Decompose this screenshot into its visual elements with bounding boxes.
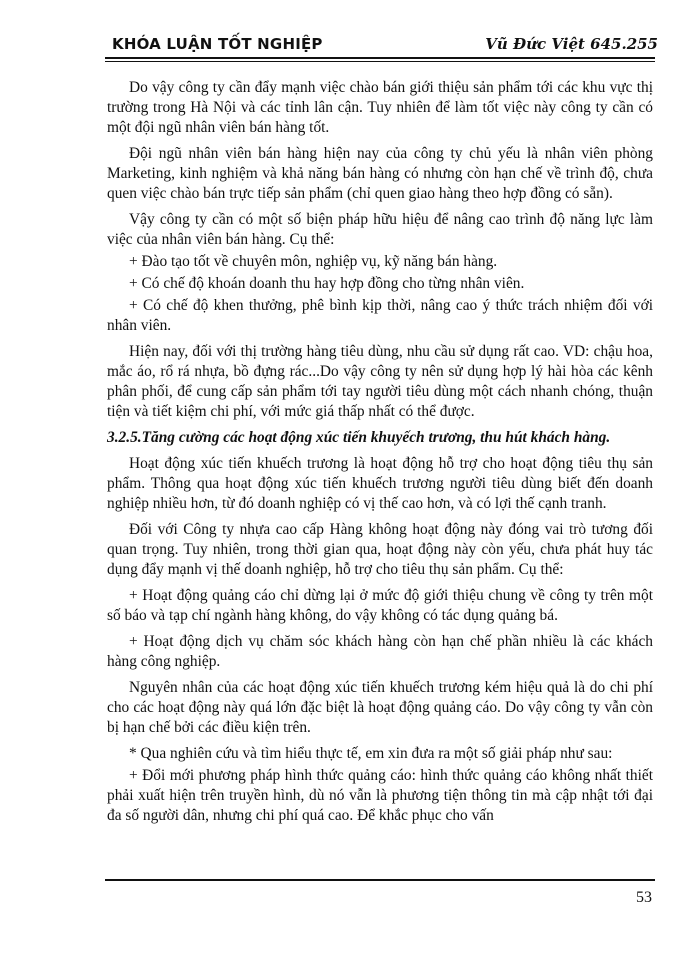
- bullet-item: + Đổi mới phương pháp hình thức quảng cáo: hình thức quảng cáo không nhất thiết phải xuất hiện trên truyền hình, dù nó vẫn là phương tiện thông tin mà cập nhật tới đại đa số người dân, nhưng chi phí quá cao. Để khắc phục cho vấn: [107, 767, 653, 824]
- bullet-item: + Hoạt động dịch vụ chăm sóc khách hàng còn hạn chế phần nhiều là các khách hàng công nghiệp.: [107, 633, 653, 670]
- header-title: KHÓA LUẬN TỐT NGHIỆP: [112, 35, 323, 53]
- page-number: 53: [636, 889, 652, 906]
- paragraph: * Qua nghiên cứu và tìm hiểu thực tế, em xin đưa ra một số giải pháp như sau:: [129, 745, 613, 762]
- footer-rule: [105, 879, 655, 881]
- bullet-item: + Hoạt động quảng cáo chỉ dừng lại ở mức độ giới thiệu chung về công ty trên một số báo và tạp chí ngành hàng không, do vậy không có tác dụng quảng bá.: [107, 587, 653, 624]
- header-author: Vũ Đức Việt 645.255: [485, 35, 658, 53]
- section-heading: 3.2.5.Tăng cường các hoạt động xúc tiến khuyếch trương, thu hút khách hàng.: [107, 429, 611, 446]
- body-text: [107, 78, 653, 832]
- bullet-item: + Có chế độ khoán doanh thu hay hợp đồng cho từng nhân viên.: [129, 275, 525, 292]
- bullet-item: + Có chế độ khen thưởng, phê bình kịp thời, nâng cao ý thức trách nhiệm đối với nhân viên.: [107, 297, 653, 334]
- paragraph: Do vậy công ty cần đẩy mạnh việc chào bán giới thiệu sản phẩm tới các khu vực thị trường trong Hà Nội và các tỉnh lân cận. Tuy nhiên để làm tốt việc này công ty cần có một đội ngũ nhân viên bán hàng tốt.: [107, 79, 653, 136]
- paragraph: Đối với Công ty nhựa cao cấp Hàng không hoạt động này đóng vai trò tương đối quan trọng. Tuy nhiên, trong thời gian qua, hoạt động này còn yếu, chưa phát huy tác dụng đẩy mạnh vị thế doanh nghiệp, hỗ trợ cho tiêu thụ sản phẩm. Cụ thể:: [107, 521, 653, 578]
- paragraph: Đội ngũ nhân viên bán hàng hiện nay của công ty chủ yếu là nhân viên phòng Marketing, kinh nghiệm và khả năng bán hàng có nhưng còn hạn chế về trình độ, chưa quen việc chào bán trực tiếp sản phẩm (chỉ quen giao hàng theo hợp đồng có sẵn).: [107, 145, 653, 202]
- header-rule: [105, 57, 655, 59]
- paragraph: Nguyên nhân của các hoạt động xúc tiến khuếch trương kém hiệu quả là do chi phí cho các hoạt động này quá lớn đặc biệt là hoạt động quảng cáo. Do vậy công ty vẫn còn bị hạn chế bởi các điều kiện trên.: [107, 679, 653, 736]
- paragraph: Hoạt động xúc tiến khuếch trương là hoạt động hỗ trợ cho hoạt động tiêu thụ sản phẩm. Thông qua hoạt động xúc tiến khuếch trương người tiêu dùng biết đến doanh nghiệp nhiều hơn, từ đó doanh nghiệp có vị thế cao hơn, và có lợi thế cạnh tranh.: [107, 455, 653, 512]
- paragraph: Hiện nay, đối với thị trường hàng tiêu dùng, nhu cầu sử dụng rất cao. VD: chậu hoa, mắc áo, rổ rá nhựa, bồ đựng rác...Do vậy công ty nên sử dụng hợp lý hài hòa các kênh phân phối, để cung cấp sản phẩm tới tay người tiêu dùng một cách nhanh chóng, thuận tiện và tiết kiệm chi phí, với mức giá thấp nhất có thể được.: [107, 343, 653, 420]
- paragraph: Vậy công ty cần có một số biện pháp hữu hiệu để nâng cao trình độ năng lực làm việc của nhân viên bán hàng. Cụ thể:: [107, 211, 653, 248]
- bullet-item: + Đào tạo tốt về chuyên môn, nghiệp vụ, kỹ năng bán hàng.: [129, 253, 498, 270]
- header-rule-thin: [105, 61, 655, 62]
